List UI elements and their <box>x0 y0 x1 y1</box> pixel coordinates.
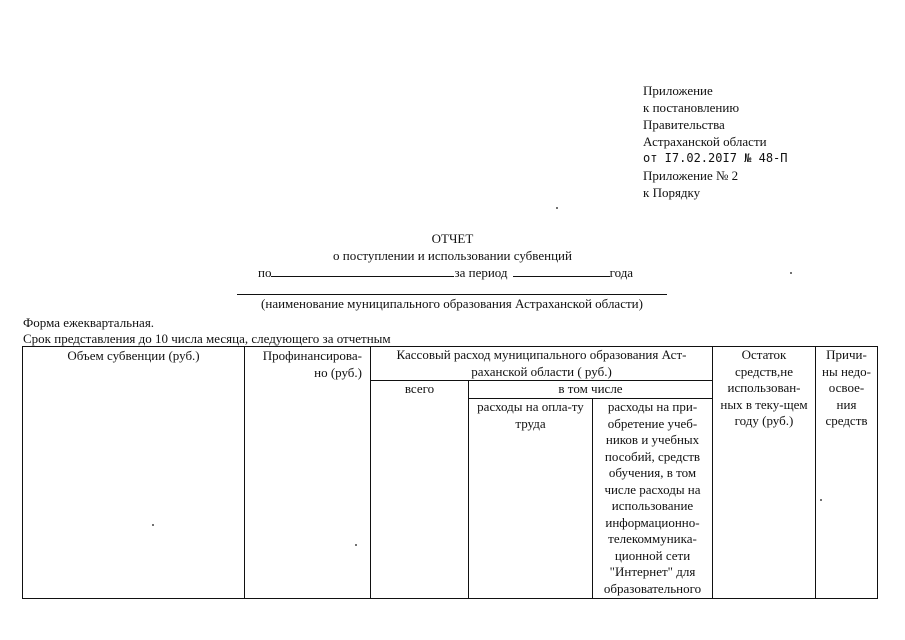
municipality-caption: (наименование муниципального образования Астраханской области) <box>261 296 643 311</box>
col-total-label: всего <box>404 381 435 396</box>
scan-speck <box>355 544 357 546</box>
col-reasons <box>816 347 878 599</box>
scan-speck <box>556 207 558 209</box>
year-label: года <box>609 265 634 280</box>
appendix-line: Астраханской области <box>643 134 767 149</box>
appendix-line: к постановлению <box>643 100 740 115</box>
report-table <box>22 346 878 599</box>
report-heading <box>0 230 905 264</box>
col-including-label: в том числе <box>558 381 623 396</box>
form-deadline: Срок представления до 10 числа месяца, следующего за отчетным <box>23 331 391 346</box>
col-financed <box>245 347 371 599</box>
col-including <box>469 381 713 399</box>
municipality-line <box>237 294 667 295</box>
report-title: ОТЧЕТ <box>431 231 474 246</box>
col-cash-expense-label: Кассовый расход муниципального образования Аст-раханской области ( руб.) <box>396 347 687 379</box>
col-cash-expense <box>371 347 713 381</box>
period-line <box>258 264 633 281</box>
col-remainder <box>713 347 816 599</box>
appendix-line: Правительства <box>643 117 725 132</box>
col-textbooks <box>593 399 713 599</box>
period-blank <box>513 264 610 277</box>
period-label: за период <box>454 265 508 280</box>
scan-speck <box>820 499 822 501</box>
col-reasons-label: Причи-ны недо-освое-ния средств <box>822 347 871 428</box>
by-label: по <box>258 265 272 280</box>
col-total <box>371 381 469 599</box>
report-subtitle: о поступлении и использовании субвенций <box>333 248 572 263</box>
scan-speck <box>790 272 792 274</box>
col-financed-label: Профинансирова-но (руб.) <box>262 348 362 380</box>
col-textbooks-label: расходы на при-обретение учеб-ников и учебных пособий, средств обучения, в том числе расходы на использование информационно-телекоммуника-ционной сети "Интернет" для образовательного <box>603 399 702 596</box>
appendix-line: к Порядку <box>643 185 701 200</box>
col-payroll <box>469 399 593 599</box>
col-subvention-volume-label: Объем субвенции (руб.) <box>67 348 200 363</box>
col-payroll-label: расходы на опла-ту труда <box>477 399 584 431</box>
appendix-line: Приложение № 2 <box>643 168 739 183</box>
appendix-line-date: от I7.02.20I7 № 48-П <box>643 151 788 165</box>
appendix-line: Приложение <box>643 83 713 98</box>
col-remainder-label: Остаток средств,не использован-ных в теку-щем году (руб.) <box>720 347 808 428</box>
form-frequency: Форма ежеквартальная. <box>23 315 155 330</box>
col-subvention-volume <box>23 347 245 599</box>
by-blank <box>271 264 454 277</box>
scan-speck <box>152 524 154 526</box>
appendix-block <box>643 82 788 201</box>
